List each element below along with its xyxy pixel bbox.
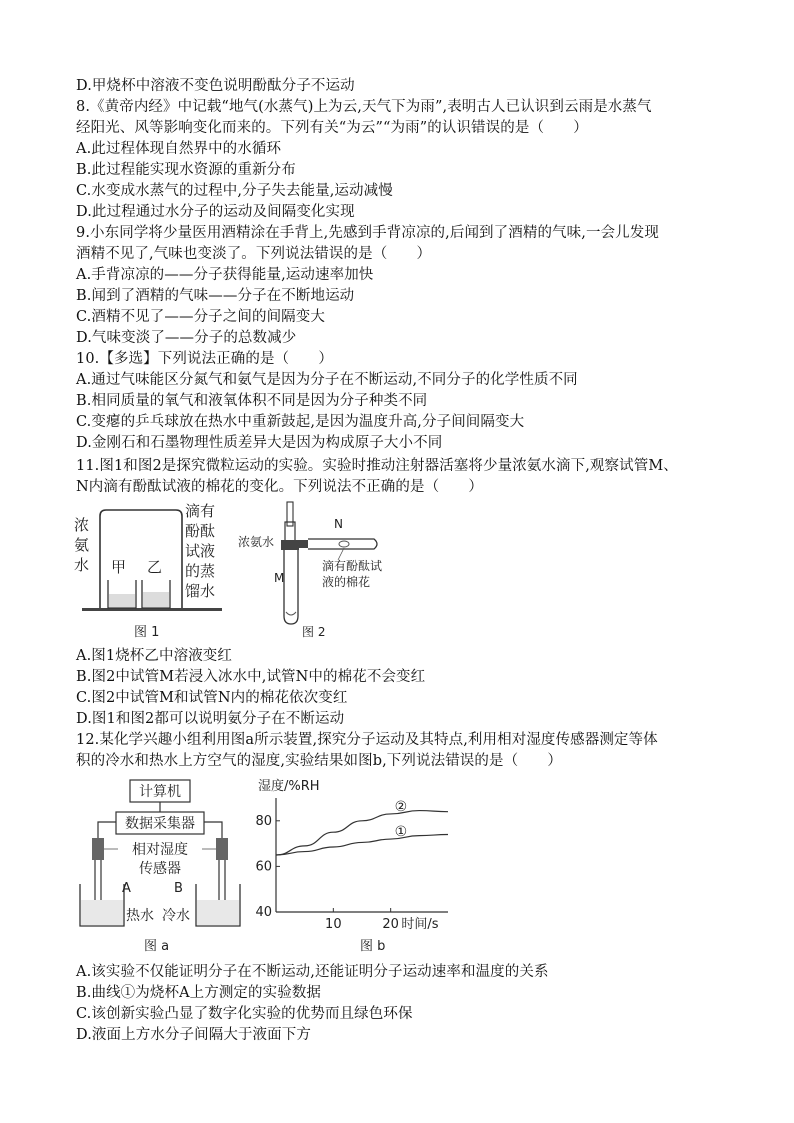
- label-n: N: [334, 517, 343, 531]
- collector-label: 数据采集器: [125, 816, 195, 832]
- q10-option-b: B.相同质量的氧气和液氧体积不同是因为分子种类不同: [76, 393, 428, 409]
- y-tick-label: 40: [255, 905, 272, 920]
- q8-option-b: B.此过程能实现水资源的重新分布: [76, 162, 296, 178]
- label-cotton-line-1: 滴有酚酞试: [322, 559, 383, 573]
- figure-b-caption: 图 b: [360, 939, 386, 954]
- q9-option-c: C.酒精不见了——分子之间的间隔变大: [76, 309, 325, 325]
- beaker-yi-liquid: [143, 592, 169, 607]
- test-tube-m: [284, 550, 298, 624]
- right-label-line-3: 试液: [185, 542, 216, 560]
- beaker-jia-liquid: [109, 594, 135, 607]
- figure-2-diagram: [234, 500, 384, 645]
- q10-option-c: C.变瘪的乒乓球放在热水中重新鼓起,是因为温度升高,分子间间隔变大: [76, 414, 525, 430]
- stopper-top: [281, 540, 299, 550]
- q11-option-a: A.图1烧杯乙中溶液变红: [76, 648, 233, 664]
- figure-a-diagram: [76, 774, 246, 954]
- q12-stem-line2: 积的冷水和热水上方空气的湿度,实验结果如图b,下列说法错误的是（ ）: [76, 753, 562, 769]
- q9-option-b: B.闻到了酒精的气味——分子在不断地运动: [76, 288, 355, 304]
- label-cotton-line-2: 液的棉花: [322, 575, 371, 589]
- q8-stem-line1: 8.《黄帝内经》中记载“地气(水蒸气)上为云,天气下为雨”,表明古人已认识到云雨是水蒸气: [76, 99, 652, 115]
- q10-stem: 10.【多选】下列说法正确的是（ ）: [76, 351, 333, 367]
- q11-stem-line1: 11.图1和图2是探究微粒运动的实验。实验时推动注射器活塞将少量浓氨水滴下,观察试管M、: [76, 458, 678, 474]
- q12-stem-line1: 12.某化学兴趣小组利用图a所示装置,探究分子运动及其特点,利用相对湿度传感器测定等体: [76, 732, 658, 748]
- q12-option-b: B.曲线①为烧杯A上方测定的实验数据: [76, 985, 322, 1001]
- q10-option-d: D.金刚石和石墨物理性质差异大是因为构成原子大小不同: [76, 435, 443, 451]
- q10-option-a: A.通过气味能区分氮气和氨气是因为分子在不断运动,不同分子的化学性质不同: [76, 372, 578, 388]
- q9-stem-line1: 9.小东同学将少量医用酒精涂在手背上,先感到手背凉凉的,后闻到了酒精的气味,一会儿发现: [76, 225, 659, 241]
- q11-option-c: C.图2中试管M和试管N内的棉花依次变红: [76, 690, 348, 706]
- chart-y-axis-label: 湿度/%RH: [258, 779, 320, 794]
- x-tick-label: 20: [382, 917, 399, 932]
- cotton-n: [339, 541, 349, 547]
- q12-option-d: D.液面上方水分子间隔大于液面下方: [76, 1027, 311, 1043]
- figure-b-chart: [248, 774, 458, 954]
- q8-option-a: A.此过程体现自然界中的水循环: [76, 141, 282, 157]
- figure-a-caption: 图 a: [144, 939, 170, 954]
- sensor-left: [92, 838, 104, 860]
- left-label-char-3: 水: [74, 556, 90, 574]
- figure-2-caption: 图 2: [302, 625, 326, 639]
- label-hot-water: 热水: [126, 908, 154, 924]
- beaker-yi-label: 乙: [147, 558, 163, 576]
- right-label-line-5: 馏水: [185, 582, 216, 600]
- q11-option-b: B.图2中试管M若浸入冰水中,试管N中的棉花不会变红: [76, 669, 426, 685]
- wire-right: [204, 822, 222, 838]
- connector-stopper: [298, 540, 308, 548]
- q11-option-d: D.图1和图2都可以说明氨分子在不断运动: [76, 711, 345, 727]
- sensor-label-line-2: 传感器: [139, 861, 181, 877]
- figure-1-caption: 图 1: [134, 625, 160, 640]
- beaker-b-water: [197, 900, 239, 925]
- label-a: A: [122, 881, 131, 896]
- series-label-2: ①: [394, 824, 408, 841]
- label-b: B: [174, 881, 183, 896]
- q9-stem-line2: 酒精不见了,气味也变淡了。下列说法错误的是（ ）: [76, 246, 432, 262]
- label-ammonia: 浓氨水: [238, 535, 275, 549]
- test-tube-n: [308, 539, 377, 549]
- q8-option-d: D.此过程通过水分子的运动及间隔变化实现: [76, 204, 355, 220]
- label-cold-water: 冷水: [162, 908, 190, 924]
- x-tick-label: 10: [325, 917, 342, 932]
- q9-option-d: D.气味变淡了——分子的总数减少: [76, 330, 297, 346]
- q9-option-a: A.手背凉凉的——分子获得能量,运动速率加快: [76, 267, 374, 283]
- q8-stem-line2: 经阳光、风等影响变化而来的。下列有关“为云”“为雨”的认识错误的是（ ）: [76, 120, 588, 136]
- right-label-line-4: 的蒸: [185, 562, 216, 580]
- q11-stem-line2: N内滴有酚酞试液的棉花的变化。下列说法不正确的是（ ）: [76, 479, 483, 495]
- left-label-char-1: 浓: [74, 516, 90, 534]
- series-line-1: [276, 811, 448, 855]
- q8-option-c: C.水变成水蒸气的过程中,分子失去能量,运动减慢: [76, 183, 393, 199]
- beaker-jia-label: 甲: [111, 558, 127, 576]
- computer-label: 计算机: [139, 784, 181, 800]
- right-label-line-2: 酚酞: [185, 522, 216, 540]
- wire-left: [98, 822, 116, 838]
- right-label-line-1: 滴有: [185, 502, 216, 520]
- sensor-label-line-1: 相对湿度: [132, 842, 188, 858]
- y-tick-label: 80: [255, 813, 272, 829]
- left-label-char-2: 氨: [74, 536, 90, 554]
- series-line-2: [276, 834, 448, 855]
- figure-1-diagram: [72, 500, 232, 645]
- chart-x-axis-label: 时间/s: [401, 917, 439, 932]
- y-tick-label: 60: [255, 859, 272, 875]
- q12-option-c: C.该创新实验凸显了数字化实验的优势而且绿色环保: [76, 1006, 413, 1022]
- series-label-1: ②: [394, 798, 408, 815]
- cotton-m: [286, 612, 296, 615]
- q7-option-d: D.甲烧杯中溶液不变色说明酚酞分子不运动: [76, 78, 355, 94]
- q12-option-a: A.该实验不仅能证明分子在不断运动,还能证明分子运动速率和温度的关系: [76, 964, 549, 980]
- beaker-a-water: [81, 900, 123, 925]
- sensor-right: [216, 838, 228, 860]
- label-m: M: [274, 571, 285, 585]
